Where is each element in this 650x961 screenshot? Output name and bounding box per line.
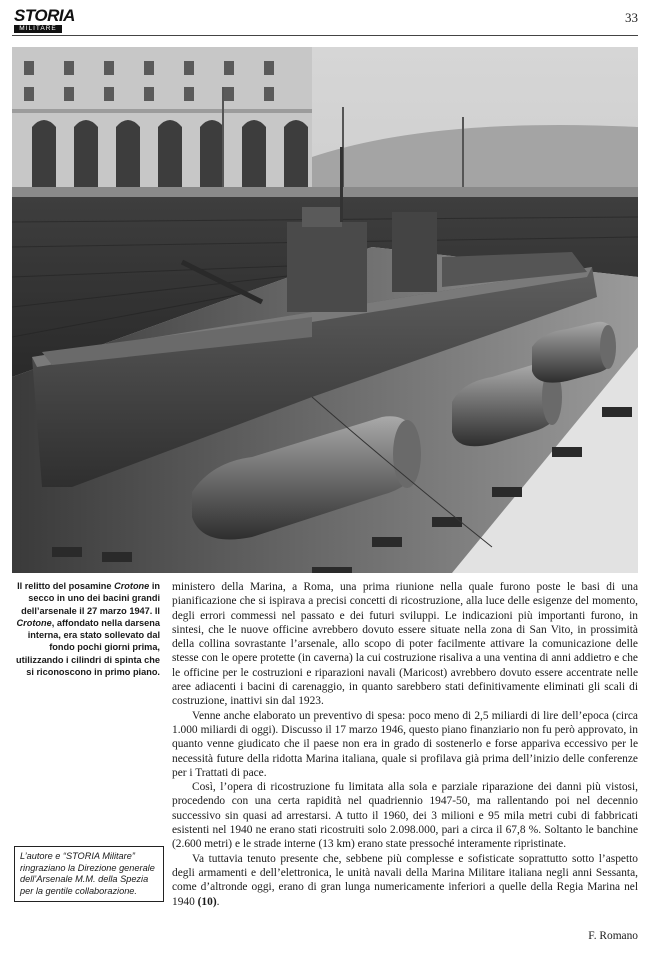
caption-ship-name: Crotone (114, 581, 150, 591)
caption-part-3: , affondato nella darsena interna, era stato sollevato dal fondo pochi giorni prima, utilizzando i cilindri di spinta che si riconoscono in primo piano. (16, 617, 160, 678)
caption-part-1: Il relitto del posamine (17, 581, 115, 591)
logo-subtitle: MILITARE (14, 25, 62, 33)
dry-dock-photo (12, 47, 638, 573)
page-number: 33 (625, 10, 638, 25)
article-paragraph-4-text: Va tuttavia tenuto presente che, sebbene più complesse e sofisticate soprattutto sotto l’aspetto degli armamenti e dell’elettronica, le unità navali della Marina Militare italiana negli anni Sessanta, come d’altronde oggi, erano di gran lunga numericamente inferiori a quelle della Regia Marina nel 1940 (172, 852, 638, 908)
article-paragraph-4-end: . (216, 895, 220, 908)
article-paragraph-3: Così, l’opera di ricostruzione fu limitata alla sola e parziale riparazione dei danni più vistosi, procedendo con una certa rapidità nel quadriennio 1947-50, ma rallentando poi nel decennio successivo sin quasi ad arrestarsi. A tutto il 1960, dei 3 milioni e 95 mila metri cubi di fabbricati esistenti nel 1940 ne erano stati ricostruiti solo 2.098.000, pari a circa il 67,8 %. Soltanto le banchine (2.600 metri) e le strade interne (13 km) erano state pressoché interamente ripristinate. (172, 781, 638, 851)
page-header (12, 6, 638, 36)
magazine-logo (14, 6, 75, 34)
author-signature: F. Romano (588, 930, 638, 942)
header-rule (12, 35, 638, 36)
caption-part-2: in secco in uno dei bacini grandi dell’arsenale il 27 marzo 1947. Il (21, 581, 160, 616)
article-body (172, 580, 638, 909)
photo-caption (12, 580, 160, 678)
footnote-reference: (10) (197, 895, 217, 908)
acknowledgement-text: L’autore e “STORIA Militare” ringraziano la Direzione generale dell’Arsenale M.M. della Spezia per la gentile collaborazione. (20, 851, 155, 896)
caption-text (12, 580, 160, 678)
article-paragraph-4 (172, 852, 638, 909)
logo-title: STORIA (14, 6, 75, 25)
caption-ship-name-2: Crotone (16, 617, 52, 628)
article-paragraph-2: Venne anche elaborato un preventivo di spesa: poco meno di 2,5 miliardi di lire dell’epoca (circa 1.000 miliardi di oggi). Discusso il 17 marzo 1946, questo piano finanziario non fu però approvato, in quanto venne giudicato che il paese non era in grado di sostenerlo e forse appariva eccessivo per le necessità future della ridotta Marina italiana, quale si profilava già prima dell’inizio delle conferenze per i Trattati di pace. (172, 709, 638, 779)
article-paragraph-1: ministero della Marina, a Roma, una prima riunione nella quale furono poste le basi di una pianificazione che si ispirava a precisi concetti di ricostruzione, alla luce delle esigenze del momento, degli errori commessi nel passato e dei futuri sviluppi. Le indicazioni più importanti furono, in sintesi, che le nuove officine avrebbero dovuto essere situate nella zona di San Vito, in prossimità della collina sovrastante l’arsenale, allo scopo di poter facilmente attivare la comunicazione delle stesse con le opere protette (in caverna) la cui costruzione risaliva a una ventina di anni addietro e che le officine per le costruzioni e riparazioni navali (Maricost) avrebbero dovuto essere accentrate nelle aree adiacenti i bacini di carenaggio, in quanto sarebbero stati definitivamente eliminati gli scali di costruzione, inattivi sin dal 1923. (172, 581, 638, 708)
acknowledgement-box (14, 846, 164, 902)
